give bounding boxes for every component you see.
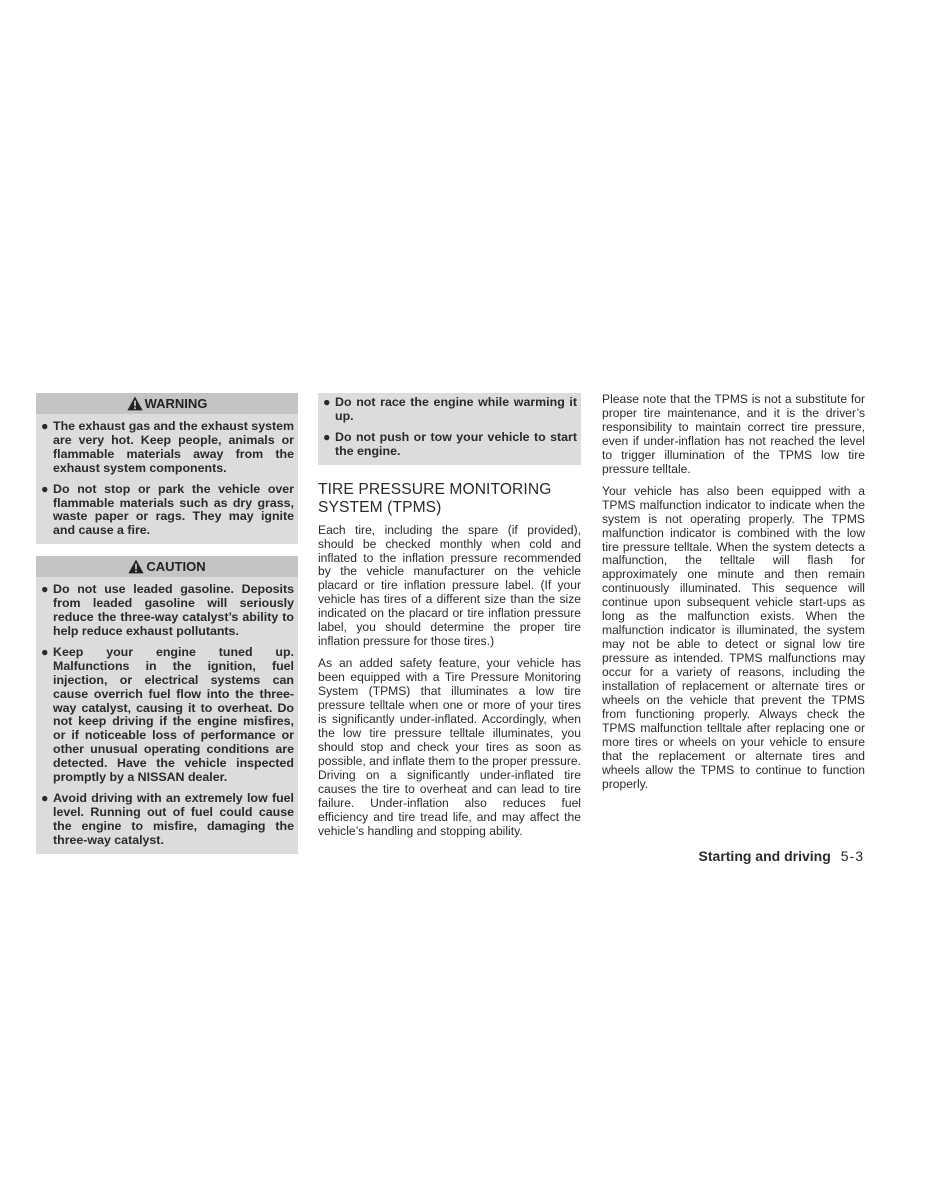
caution-item — [40, 646, 294, 785]
caution-item — [322, 431, 577, 459]
warning-item-text: The exhaust gas and the exhaust system are very hot. Keep people, animals or flammable materials away from the exhaust system components. — [53, 419, 295, 475]
bullet: ● — [41, 790, 49, 805]
column-middle — [318, 393, 581, 847]
section-heading: TIRE PRESSURE MONITORING SYSTEM (TPMS) — [318, 480, 552, 516]
warning-header — [36, 393, 298, 414]
caution-item-text: Keep your engine tuned up. Malfunctions in the ignition, fuel injection, or electrical systems can cause overrich fuel flow into the three-way catalyst, causing it to overheat. Do not keep driving if the engine misfires, or if noticeable loss of performance or other unusual operating conditions are detected. Have the vehicle inspected promptly by a NISSAN dealer. — [53, 644, 294, 785]
bullet: ● — [41, 644, 49, 659]
caution-list — [40, 583, 294, 847]
page-number: 5-3 — [840, 848, 864, 864]
warning-item — [40, 420, 294, 476]
warning-box — [36, 393, 298, 544]
caution-item-text: Do not race the engine while warming it up. — [335, 395, 577, 423]
warning-triangle-icon — [127, 396, 143, 411]
column-left — [36, 393, 298, 854]
caution-title: CAUTION — [146, 559, 206, 575]
warning-list — [40, 420, 294, 538]
warning-item — [40, 483, 294, 539]
warning-item-text: Do not stop or park the vehicle over flammable materials such as dry grass, waste paper or rags. They may ignite and cause a fire. — [53, 481, 294, 538]
warning-title: WARNING — [144, 396, 208, 411]
caution-item — [40, 583, 294, 639]
page-footer — [699, 848, 864, 864]
paragraph: As an added safety feature, your vehicle has been equipped with a Tire Pressure Monitoring System (TPMS) that illuminates a low tire pressure telltale when one or more of your tires is significantly under-inflated. Accordingly, when the low tire pressure telltale illuminates, you should stop and check your tires as soon as possible, and inflate them to the proper pressure. Driving on a significantly under-inflated tire causes the tire to overheat and can lead to tire failure. Under-inflation also reduces fuel efficiency and tire tread life, and may affect the vehicle’s handling and stopping ability. — [318, 656, 581, 838]
warning-triangle-icon — [128, 559, 144, 574]
paragraph: Please note that the TPMS is not a substitute for proper tire maintenance, and it is the driver’s responsibility to maintain correct tire pressure, even if under-inflation has not reached the level to trigger illumination of the TPMS low tire pressure telltale. — [602, 392, 865, 476]
section-name: Starting and driving — [698, 848, 831, 864]
caution-continued-box — [318, 393, 581, 465]
bullet: ● — [41, 582, 49, 597]
caution-continued-list — [322, 396, 577, 459]
caution-box — [36, 556, 298, 853]
paragraph: Each tire, including the spare (if provided), should be checked monthly when cold and inflated to the inflation pressure recommended by the vehicle manufacturer on the vehicle placard or tire inflation pressure label. (If your vehicle has tires of a different size than the size indicated on the placard or tire inflation pressure label, you should determine the proper tire inflation pressure for those tires.) — [318, 522, 581, 649]
caution-item-text: Do not use leaded gasoline. Deposits from leaded gasoline will seriously reduce the three-way catalyst’s ability to help reduce exhaust pollutants. — [53, 582, 294, 638]
column-right — [602, 393, 865, 800]
caution-header — [36, 556, 298, 577]
bullet: ● — [41, 481, 49, 496]
caution-item — [40, 792, 294, 848]
caution-item-text: Do not push or tow your vehicle to start the engine. — [335, 429, 577, 458]
bullet: ● — [323, 429, 331, 444]
paragraph: Your vehicle has also been equipped with a TPMS malfunction indicator to indicate when the system is not operating properly. The TPMS malfunction indicator is combined with the low tire pressure telltale. When the system detects a malfunction, the telltale will flash for approximately one minute and then remain continuously illuminated. This sequence will continue upon subsequent vehicle start-ups as long as the malfunction exists. When the malfunction indicator is illuminated, the system may not be able to detect or signal low tire pressure as intended. TPMS malfunctions may occur for a variety of reasons, including the installation of replacement or alternate tires or wheels on the vehicle that prevent the TPMS from functioning properly. Always check the TPMS malfunction telltale after replacing one or more tires or wheels on your vehicle to ensure that the replacement or alternate tires and wheels allow the TPMS to continue to function properly. — [602, 483, 865, 791]
bullet: ● — [41, 419, 49, 433]
caution-item — [322, 396, 577, 424]
caution-item-text: Avoid driving with an extremely low fuel level. Running out of fuel could cause the engine to misfire, damaging the three-way catalyst. — [53, 790, 294, 847]
bullet: ● — [323, 395, 331, 409]
